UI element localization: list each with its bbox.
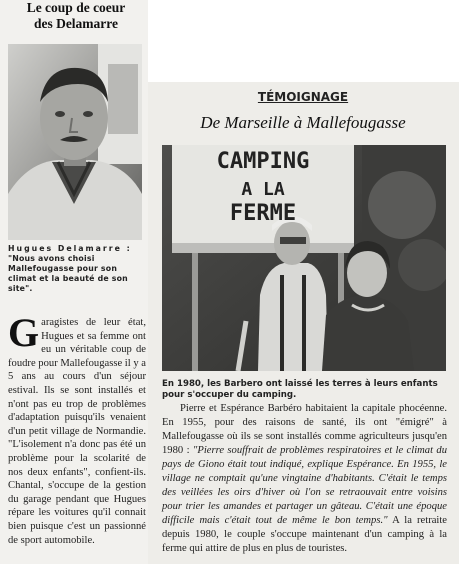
- left-body-text: aragistes de leur état, Hugues et sa femme ont eu un véritable coup de foudre pour Mallefougasse il y a 5 ans au cours d'un séjour estival. Ils se sont installés et n'ont pas eu trop de problèmes d'adaptation puisqu'ils venaient d'un petit village de Normandie. "L'isolement n'a donc pas été un problème pour la scolarité de nos deux enfants", confient-ils. Chantal, s'occupe de la gestion du garage pendant que Hugues répare les voitures qu'il connait bien puisque c'est un passionné de sport automobile.: [8, 317, 146, 546]
- right-body-end: A la retraite depuis 1980, le couple s'occupe maintenant d'un camping à la ferme qui attire de plus en plus de touristes.: [162, 515, 448, 554]
- camping-photo-caption: En 1980, les Barbero ont laissé les terres à leurs enfants pour s'occuper du camping.: [162, 379, 438, 400]
- right-article-body: [162, 402, 447, 556]
- left-photo-caption: [8, 244, 144, 294]
- article-kicker: TÉMOIGNAGE: [257, 90, 349, 104]
- portrait-photo: [8, 44, 142, 240]
- article-title: De Marseille à Mallefougasse: [200, 113, 406, 132]
- caption-name: Hugues Delamarre :: [8, 244, 132, 253]
- portrait-illustration: [8, 44, 142, 240]
- camping-photo: [162, 145, 446, 371]
- right-body-quote: "Pierre souffrait de problèmes respiratoires et le climat du pays de Giono était tout indiqué, explique Espérance. En 1955, le village ne comptait qu'une vingtaine d'habitants. C'était le temps des veillées les oirs d'hiver où l'on se retraouvait entre voisins pour trier les amandes et partager un gâteau. C'était une époque difficile mais c'était tout de même le bon temps.": [162, 445, 448, 526]
- left-article-body: [8, 310, 146, 547]
- drop-cap: G: [8, 310, 40, 355]
- right-body-paragraph: [162, 402, 447, 556]
- left-article-header: [6, 0, 146, 40]
- sign-ferme: FERME: [229, 201, 297, 226]
- header-line-2: des Delamarre: [33, 16, 119, 31]
- sign-camping: CAMPING: [216, 149, 310, 174]
- caption-quote: "Nous avons choisi Mallefougasse pour son climat et la beauté de son site".: [8, 254, 128, 293]
- sign-a-la: A LA: [241, 179, 285, 200]
- header-line-1: Le coup de coeur: [26, 0, 126, 15]
- right-body-intro: Pierre et Espérance Barbéro habitaient la capitale phocéenne. En 1955, pour des raisons de santé, ils ont "émigré" à Mallefougasse où ils se sont installés comme agriculteurs jusqu'en 1980 :: [162, 403, 447, 456]
